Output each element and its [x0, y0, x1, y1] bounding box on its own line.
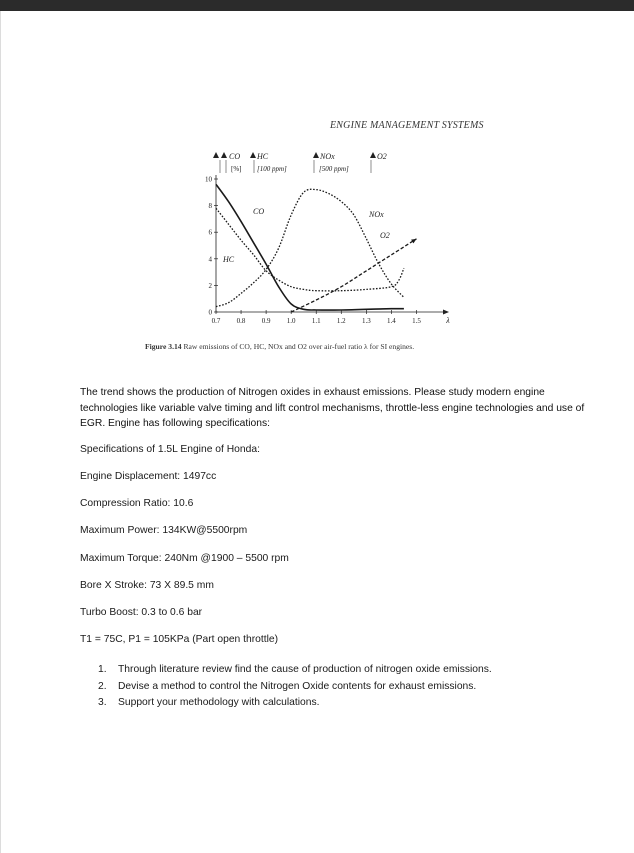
- series-nox-line: [216, 189, 404, 306]
- legend-o2: O2: [377, 152, 387, 161]
- x-tick-label: 1.4: [387, 317, 396, 325]
- task-text: Devise a method to control the Nitrogen Oxide contents for exhaust emissions.: [118, 680, 477, 692]
- legend-hc-unit: [100 ppm]: [257, 165, 287, 173]
- task-item: [98, 662, 492, 679]
- y-tick-label: 2: [208, 281, 212, 290]
- x-tick-label: 1.2: [336, 317, 346, 325]
- spec-line: Turbo Boost: 0.3 to 0.6 bar: [80, 607, 203, 618]
- spec-title: Specifications of 1.5L Engine of Honda:: [80, 444, 260, 455]
- caption-text: Raw emissions of CO, HC, NOx and O2 over air-fuel ratio λ for SI engines.: [183, 342, 415, 351]
- hc-arrow-icon: [250, 152, 256, 158]
- legend-co: CO: [229, 152, 241, 161]
- o2-arrow-icon: [411, 237, 418, 243]
- x-tick-label: 1.3: [361, 317, 371, 325]
- x-tick-label: 0.9: [261, 317, 271, 325]
- page-edge: [0, 11, 1, 853]
- curve-label-hc: HC: [223, 255, 235, 264]
- task-number: 1.: [98, 664, 107, 675]
- curve-label-co: CO: [253, 207, 265, 216]
- y-tick-label: 10: [205, 175, 212, 184]
- x-tick-label: 1.1: [311, 317, 321, 325]
- task-list: [98, 662, 492, 712]
- running-header: ENGINE MANAGEMENT SYSTEMS: [330, 120, 484, 131]
- y-tick-label: 4: [208, 255, 212, 264]
- y-tick-label: 6: [208, 228, 212, 237]
- legend-nox-unit: [500 ppm]: [319, 165, 349, 173]
- co-arrow-icon: [221, 152, 227, 158]
- x-tick-label: 0.7: [211, 317, 221, 325]
- task-number: 3.: [98, 697, 107, 708]
- x-axis-arrow-icon: [443, 310, 449, 315]
- chart-axes: [205, 175, 450, 325]
- spec-line: Compression Ratio: 10.6: [80, 498, 194, 509]
- y-tick-label: 0: [208, 308, 212, 317]
- emissions-chart: [195, 146, 465, 338]
- spec-line: Engine Displacement: 1497cc: [80, 471, 217, 482]
- curve-label-nox: NOx: [369, 210, 384, 219]
- task-number: 2.: [98, 680, 107, 692]
- co-arrow-icon: [213, 152, 219, 158]
- x-axis-symbol: λ: [446, 316, 450, 325]
- intro-paragraph: The trend shows the production of Nitrogen oxides in exhaust emissions. Please study modern engine technologies like variable valve timing and lift control mechanisms, throttle-less engine technologies and use of EGR. Engine has following specifications:: [80, 387, 585, 429]
- y-tick-label: 8: [208, 202, 212, 211]
- o2-arrow-icon: [370, 152, 376, 158]
- x-tick-label: 1.5: [412, 317, 421, 325]
- spec-line: Bore X Stroke: 73 X 89.5 mm: [80, 580, 214, 591]
- nox-arrow-icon: [313, 152, 319, 158]
- task-text: Through literature review find the cause of production of nitrogen oxide emissions.: [118, 664, 492, 675]
- task-text: Support your methodology with calculations.: [118, 697, 320, 708]
- legend-nox: NOx: [320, 152, 335, 161]
- chart-curve-labels: [222, 207, 390, 264]
- figure-caption: [145, 342, 525, 352]
- caption-label: Figure 3.14: [145, 342, 182, 351]
- spec-line: Maximum Torque: 240Nm @1900 – 5500 rpm: [80, 553, 289, 564]
- window-top-bar: [0, 0, 634, 11]
- x-tick-label: 0.8: [236, 317, 246, 325]
- spec-line: T1 = 75C, P1 = 105KPa (Part open throttle): [80, 634, 279, 645]
- curve-label-o2: O2: [380, 231, 390, 240]
- chart-legend: [213, 152, 387, 173]
- task-item: [98, 679, 492, 696]
- legend-co-unit: [%]: [231, 165, 242, 173]
- question-body: [80, 385, 590, 432]
- chart-series: [216, 184, 418, 312]
- series-hc-line: [216, 208, 404, 291]
- legend-hc: HC: [257, 152, 269, 161]
- task-item: [98, 695, 492, 712]
- spec-line: Maximum Power: 134KW@5500rpm: [80, 525, 248, 536]
- x-tick-label: 1.0: [286, 317, 296, 325]
- series-o2-line: [291, 239, 416, 312]
